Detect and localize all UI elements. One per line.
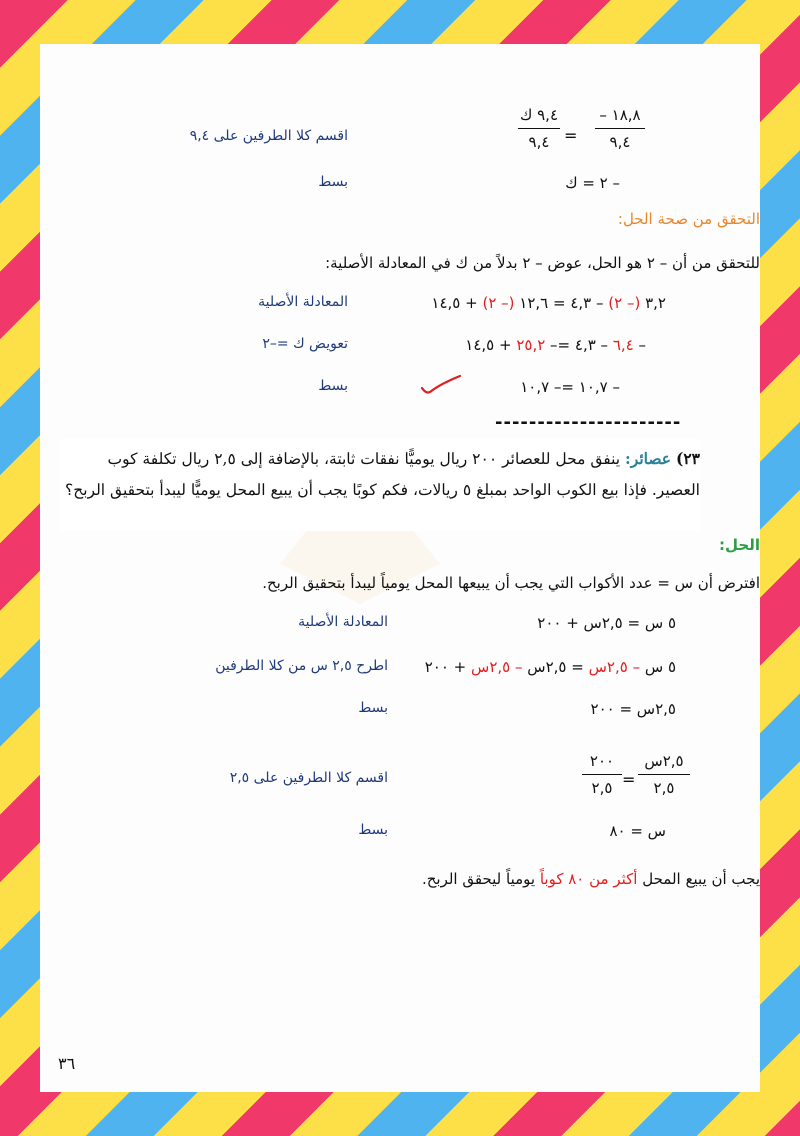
solution-fraction-left: [638, 750, 690, 799]
text-part: = ٢,٥س: [522, 658, 589, 676]
text-part: – ٤,٣ = ١٢,٦: [514, 294, 609, 312]
problem-number: ٢٣): [676, 449, 700, 468]
text-part: + ٢٠٠: [424, 658, 472, 676]
solution-note2: اطرح ٢,٥ س من كلا الطرفين: [215, 658, 388, 674]
fraction-right-numerator: ٩,٤ ك: [519, 106, 559, 124]
page: [40, 44, 760, 1092]
red-value: (– ٢): [482, 294, 515, 312]
check-note1: المعادلة الأصلية: [258, 294, 348, 310]
check-mark-icon: [420, 374, 464, 398]
equals-sign: =: [622, 770, 636, 789]
fraction-right-denominator: ٢,٥: [591, 779, 613, 797]
check-heading: التحقق من صحة الحل:: [617, 210, 760, 228]
text-part: –: [633, 336, 646, 354]
fraction-left-numerator: – ١٨,٨: [599, 106, 641, 124]
solution-note1: المعادلة الأصلية: [298, 614, 388, 630]
fraction-left-denominator: ٩,٤: [609, 133, 631, 151]
solution-note3: بسط: [358, 700, 388, 716]
red-value: – ٢,٥س: [471, 658, 523, 676]
solution-eq5: س = ٨٠: [609, 822, 666, 840]
solution-eq2: [425, 658, 676, 676]
text-part: يومياً ليحقق الربح.: [421, 870, 540, 888]
solution-heading: الحل:: [719, 536, 760, 554]
note-divide: اقسم كلا الطرفين على ٩,٤: [189, 128, 348, 144]
check-note2: تعويض ك =–٢: [262, 336, 348, 352]
text-part: + ١٤,٥: [465, 336, 517, 354]
text-part: يجب أن يبيع المحل: [637, 870, 760, 888]
fraction-bar: [518, 128, 560, 129]
separator-dashes: ----------------------: [495, 412, 682, 433]
fraction-right-numerator: ٢٠٠: [589, 752, 615, 770]
check-eq3: – ١٠,٧ =– ١٠,٧: [520, 378, 620, 396]
fraction-bar: [582, 774, 622, 775]
fraction-left-numerator: ٢,٥س: [644, 752, 684, 770]
solution-note4: اقسم كلا الطرفين على ٢,٥: [229, 770, 388, 786]
problem-text: [60, 443, 700, 506]
solution-fraction-right: [582, 750, 622, 799]
solution-conclusion: [422, 870, 760, 888]
check-eq1: [431, 294, 666, 312]
text-part: ٣,٢: [640, 294, 666, 312]
solution-note5: بسط: [358, 822, 388, 838]
problem-body: ينفق محل للعصائر ٢٠٠ ريال يوميًّا نفقات ثابتة، بالإضافة إلى ٢,٥ ريال تكلفة كوب العصير. فإذا بيع الكوب الواحد بمبلغ ٥ ريالات، فكم كوبًا يجب أن يبيع المحل يوميًّا ليبدأ بتحقيق الربح؟: [64, 450, 700, 499]
text-part: ٥ س: [640, 658, 676, 676]
red-value: ٢٥,٢: [516, 336, 546, 354]
red-value: (– ٢): [608, 294, 641, 312]
fraction-left: [595, 104, 645, 153]
fraction-bar: [638, 774, 690, 775]
text-part: – ٤,٣ =–: [545, 336, 613, 354]
text-part: + ١٤,٥: [431, 294, 483, 312]
fraction-left-denominator: ٢,٥: [653, 779, 675, 797]
solution-eq3: ٢,٥س = ٢٠٠: [590, 700, 676, 718]
red-value: ٦,٤: [612, 336, 634, 354]
page-number: ٣٦: [58, 1054, 76, 1073]
check-intro: للتحقق من أن – ٢ هو الحل، عوض – ٢ بدلاً من ك في المعادلة الأصلية:: [325, 254, 760, 272]
note-simplify: بسط: [318, 174, 348, 190]
check-eq2: [465, 336, 646, 354]
fraction-bar: [595, 128, 645, 129]
equals-sign: =: [564, 126, 578, 145]
fraction-right: [518, 104, 560, 153]
solution-assume: افترض أن س = عدد الأكواب التي يجب أن يبيعها المحل يومياً ليبدأ بتحقيق الربح.: [262, 574, 760, 592]
solution-eq1: ٥ س = ٢,٥س + ٢٠٠: [537, 614, 676, 632]
fraction-right-denominator: ٩,٤: [528, 133, 550, 151]
problem-label: عصائر:: [625, 449, 672, 468]
check-note3: بسط: [318, 378, 348, 394]
line-simplify: – ٢ = ك: [565, 174, 620, 192]
problem-box: [60, 439, 700, 531]
red-value: أكثر من ٨٠ كوباً: [539, 870, 638, 888]
red-value: – ٢,٥س: [588, 658, 641, 676]
